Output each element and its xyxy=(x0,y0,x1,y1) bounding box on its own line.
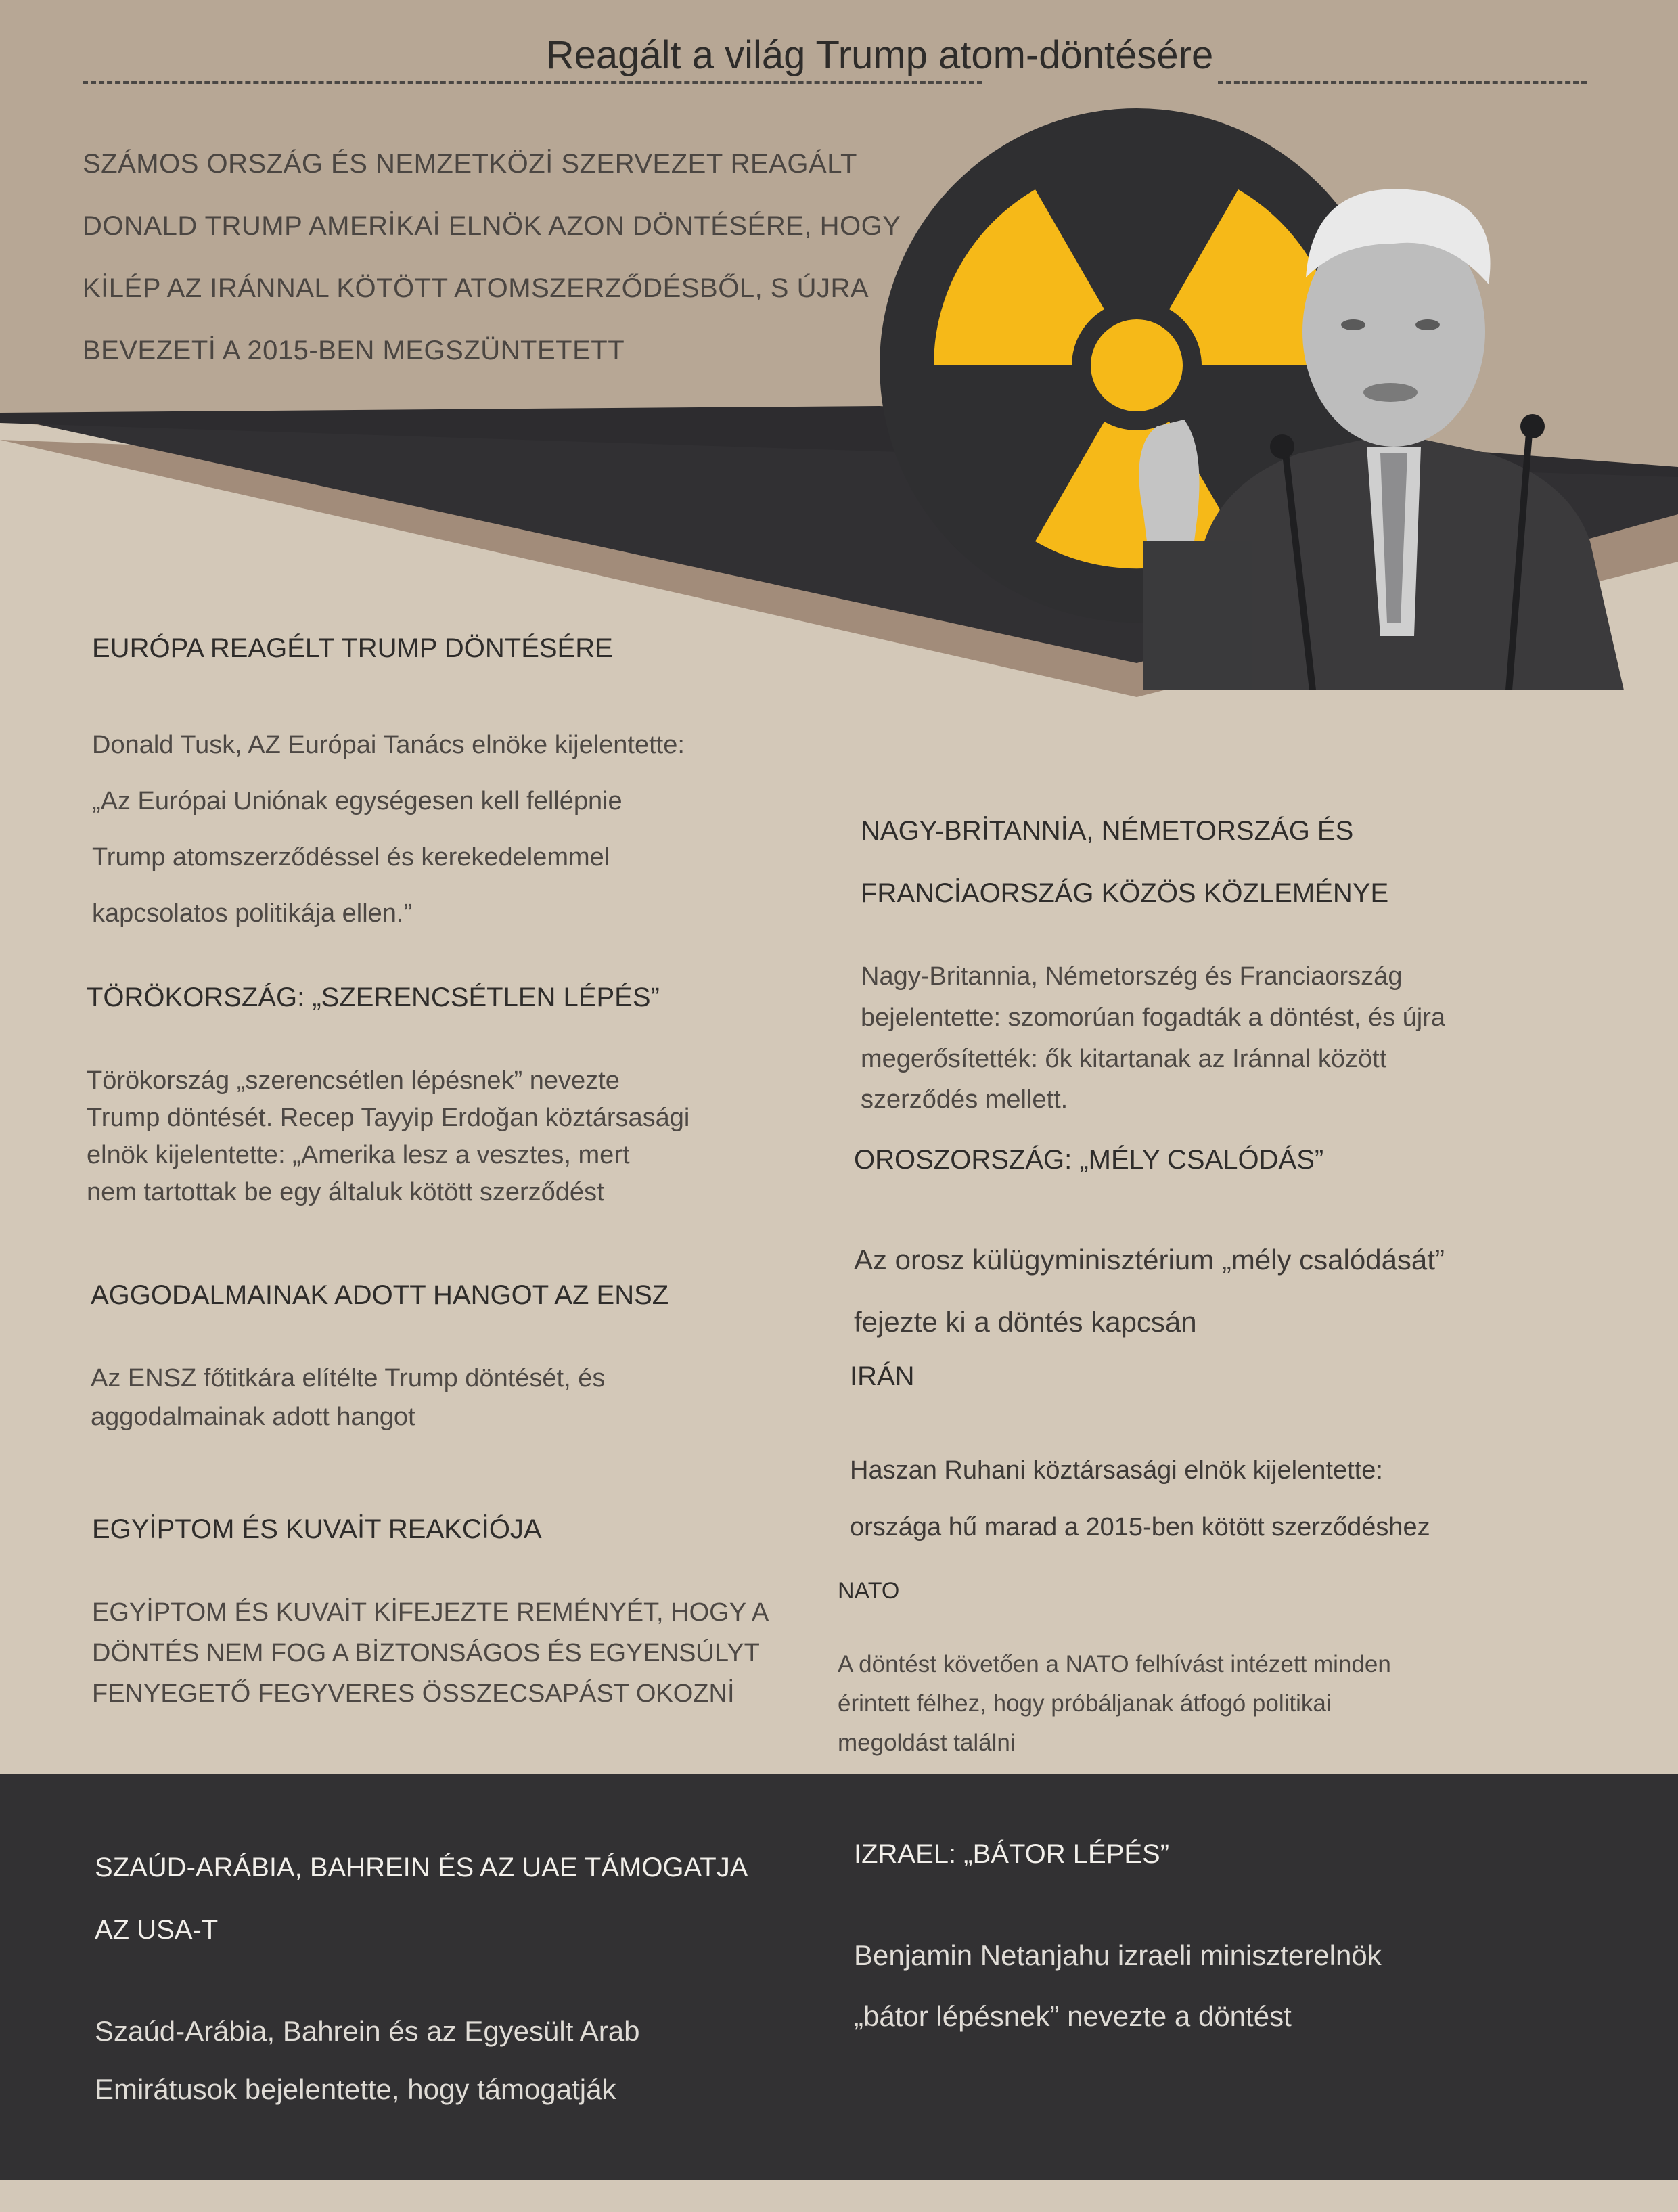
egypt-kuwait-line-2: DÖNTÉS NEM FOG A BİZTONSÁGOS ÉS EGYENSÚLYT xyxy=(92,1639,760,1667)
turkey-heading: TÖRÖKORSZÁG: „SZERENCSÉTLEN LÉPÉS” xyxy=(87,983,660,1012)
uk-de-fr-line-1: Nagy-Britannia, Németorszég és Franciaország xyxy=(861,962,1403,991)
egypt-kuwait-heading: EGYİPTOM ÉS KUVAİT REAKCİÓJA xyxy=(92,1514,542,1544)
egypt-kuwait-line-1: EGYİPTOM ÉS KUVAİT KİFEJEZTE REMÉNYÉT, HOGY A xyxy=(92,1598,769,1627)
nato-line-1: A döntést követően a NATO felhívást intézett minden xyxy=(838,1651,1391,1677)
saudi-heading-1: SZAÚD-ARÁBIA, BAHREIN ÉS AZ UAE TÁMOGATJA xyxy=(95,1853,748,1882)
un-heading: AGGODALMAINAK ADOTT HANGOT AZ ENSZ xyxy=(91,1280,669,1310)
russia-heading: OROSZORSZÁG: „MÉLY CSALÓDÁS” xyxy=(854,1145,1324,1175)
turkey-line-2: Trump döntését. Recep Tayyip Erdoğan köztársasági xyxy=(87,1104,690,1132)
turkey-line-3: elnök kijelentette: „Amerika lesz a vesztes, mert xyxy=(87,1141,630,1169)
iran-line-2: országa hű marad a 2015-ben kötött szerződéshez xyxy=(850,1513,1430,1541)
turkey-line-4: nem tartottak be egy általuk kötött szerződést xyxy=(87,1178,604,1206)
uk-de-fr-line-2: bejelentette: szomorúan fogadták a döntést, és újra xyxy=(861,1003,1445,1032)
nato-heading: NATO xyxy=(838,1578,900,1604)
uk-de-fr-heading-2: FRANCİAORSZÁG KÖZÖS KÖZLEMÉNYE xyxy=(861,878,1389,908)
europe-line-4: kapcsolatos politikája ellen.” xyxy=(92,899,413,928)
israel-heading: IZRAEL: „BÁTOR LÉPÉS” xyxy=(854,1839,1170,1869)
iran-line-1: Haszan Ruhani köztársasági elnök kijelentette: xyxy=(850,1456,1383,1485)
uk-de-fr-line-4: szerződés mellett. xyxy=(861,1085,1068,1114)
page-title: Reagált a világ Trump atom-döntésére xyxy=(545,33,1214,77)
saudi-line-1: Szaúd-Arábia, Bahrein és az Egyesült Arab xyxy=(95,2015,640,2047)
russia-line-2: fejezte ki a döntés kapcsán xyxy=(854,1306,1197,1338)
intro-text: SZÁMOS ORSZÁG ÉS NEMZETKÖZİ SZERVEZET REAGÁLT DONALD TRUMP AMERİKAİ ELNÖK AZON DÖNTÉSÉRE, HOGY KİLÉP AZ IRÁNNAL KÖTÖTT ATOMSZERZŐDÉSBŐL, S ÚJRA BEVEZETİ A 2015-BEN MEGSZÜNTETETT xyxy=(83,149,901,365)
un-line-1: Az ENSZ főtitkára elítélte Trump döntését, és xyxy=(91,1364,606,1393)
title-divider-right xyxy=(1218,81,1587,84)
bottom-dark-band xyxy=(0,1774,1678,2180)
title-divider-left xyxy=(83,81,982,84)
un-line-2: aggodalmainak adott hangot xyxy=(91,1403,415,1431)
israel-line-1: Benjamin Netanjahu izraeli miniszterelnök xyxy=(854,1939,1382,1971)
europe-line-1: Donald Tusk, AZ Európai Tanács elnöke kijelentette: xyxy=(92,731,685,759)
europe-heading: EURÓPA REAGÉLT TRUMP DÖNTÉSÉRE xyxy=(92,633,613,663)
turkey-line-1: Törökország „szerencsétlen lépésnek” nevezte xyxy=(87,1066,620,1095)
saudi-heading-2: AZ USA-T xyxy=(95,1915,219,1945)
speaker-photo xyxy=(1110,162,1664,690)
israel-line-2: „bátor lépésnek” nevezte a döntést xyxy=(854,2000,1292,2032)
nato-line-2: érintett félhez, hogy próbáljanak átfogó politikai xyxy=(838,1690,1332,1717)
uk-de-fr-heading-1: NAGY-BRİTANNİA, NÉMETORSZÁG ÉS xyxy=(861,816,1354,846)
uk-de-fr-line-3: megerősítették: ők kitartanak az Iránnal között xyxy=(861,1045,1387,1073)
saudi-line-2: Emirátusok bejelentette, hogy támogatják xyxy=(95,2073,616,2105)
europe-line-3: Trump atomszerződéssel és kerekedelemmel xyxy=(92,843,610,872)
russia-line-1: Az orosz külügyminisztérium „mély csalódását” xyxy=(854,1244,1445,1276)
iran-heading: IRÁN xyxy=(850,1361,915,1391)
egypt-kuwait-line-3: FENYEGETŐ FEGYVERES ÖSSZECSAPÁST OKOZNİ xyxy=(92,1679,735,1708)
europe-line-2: „Az Európai Uniónak egységesen kell fellépnie xyxy=(92,787,622,815)
nato-line-3: megoldást találni xyxy=(838,1730,1016,1756)
